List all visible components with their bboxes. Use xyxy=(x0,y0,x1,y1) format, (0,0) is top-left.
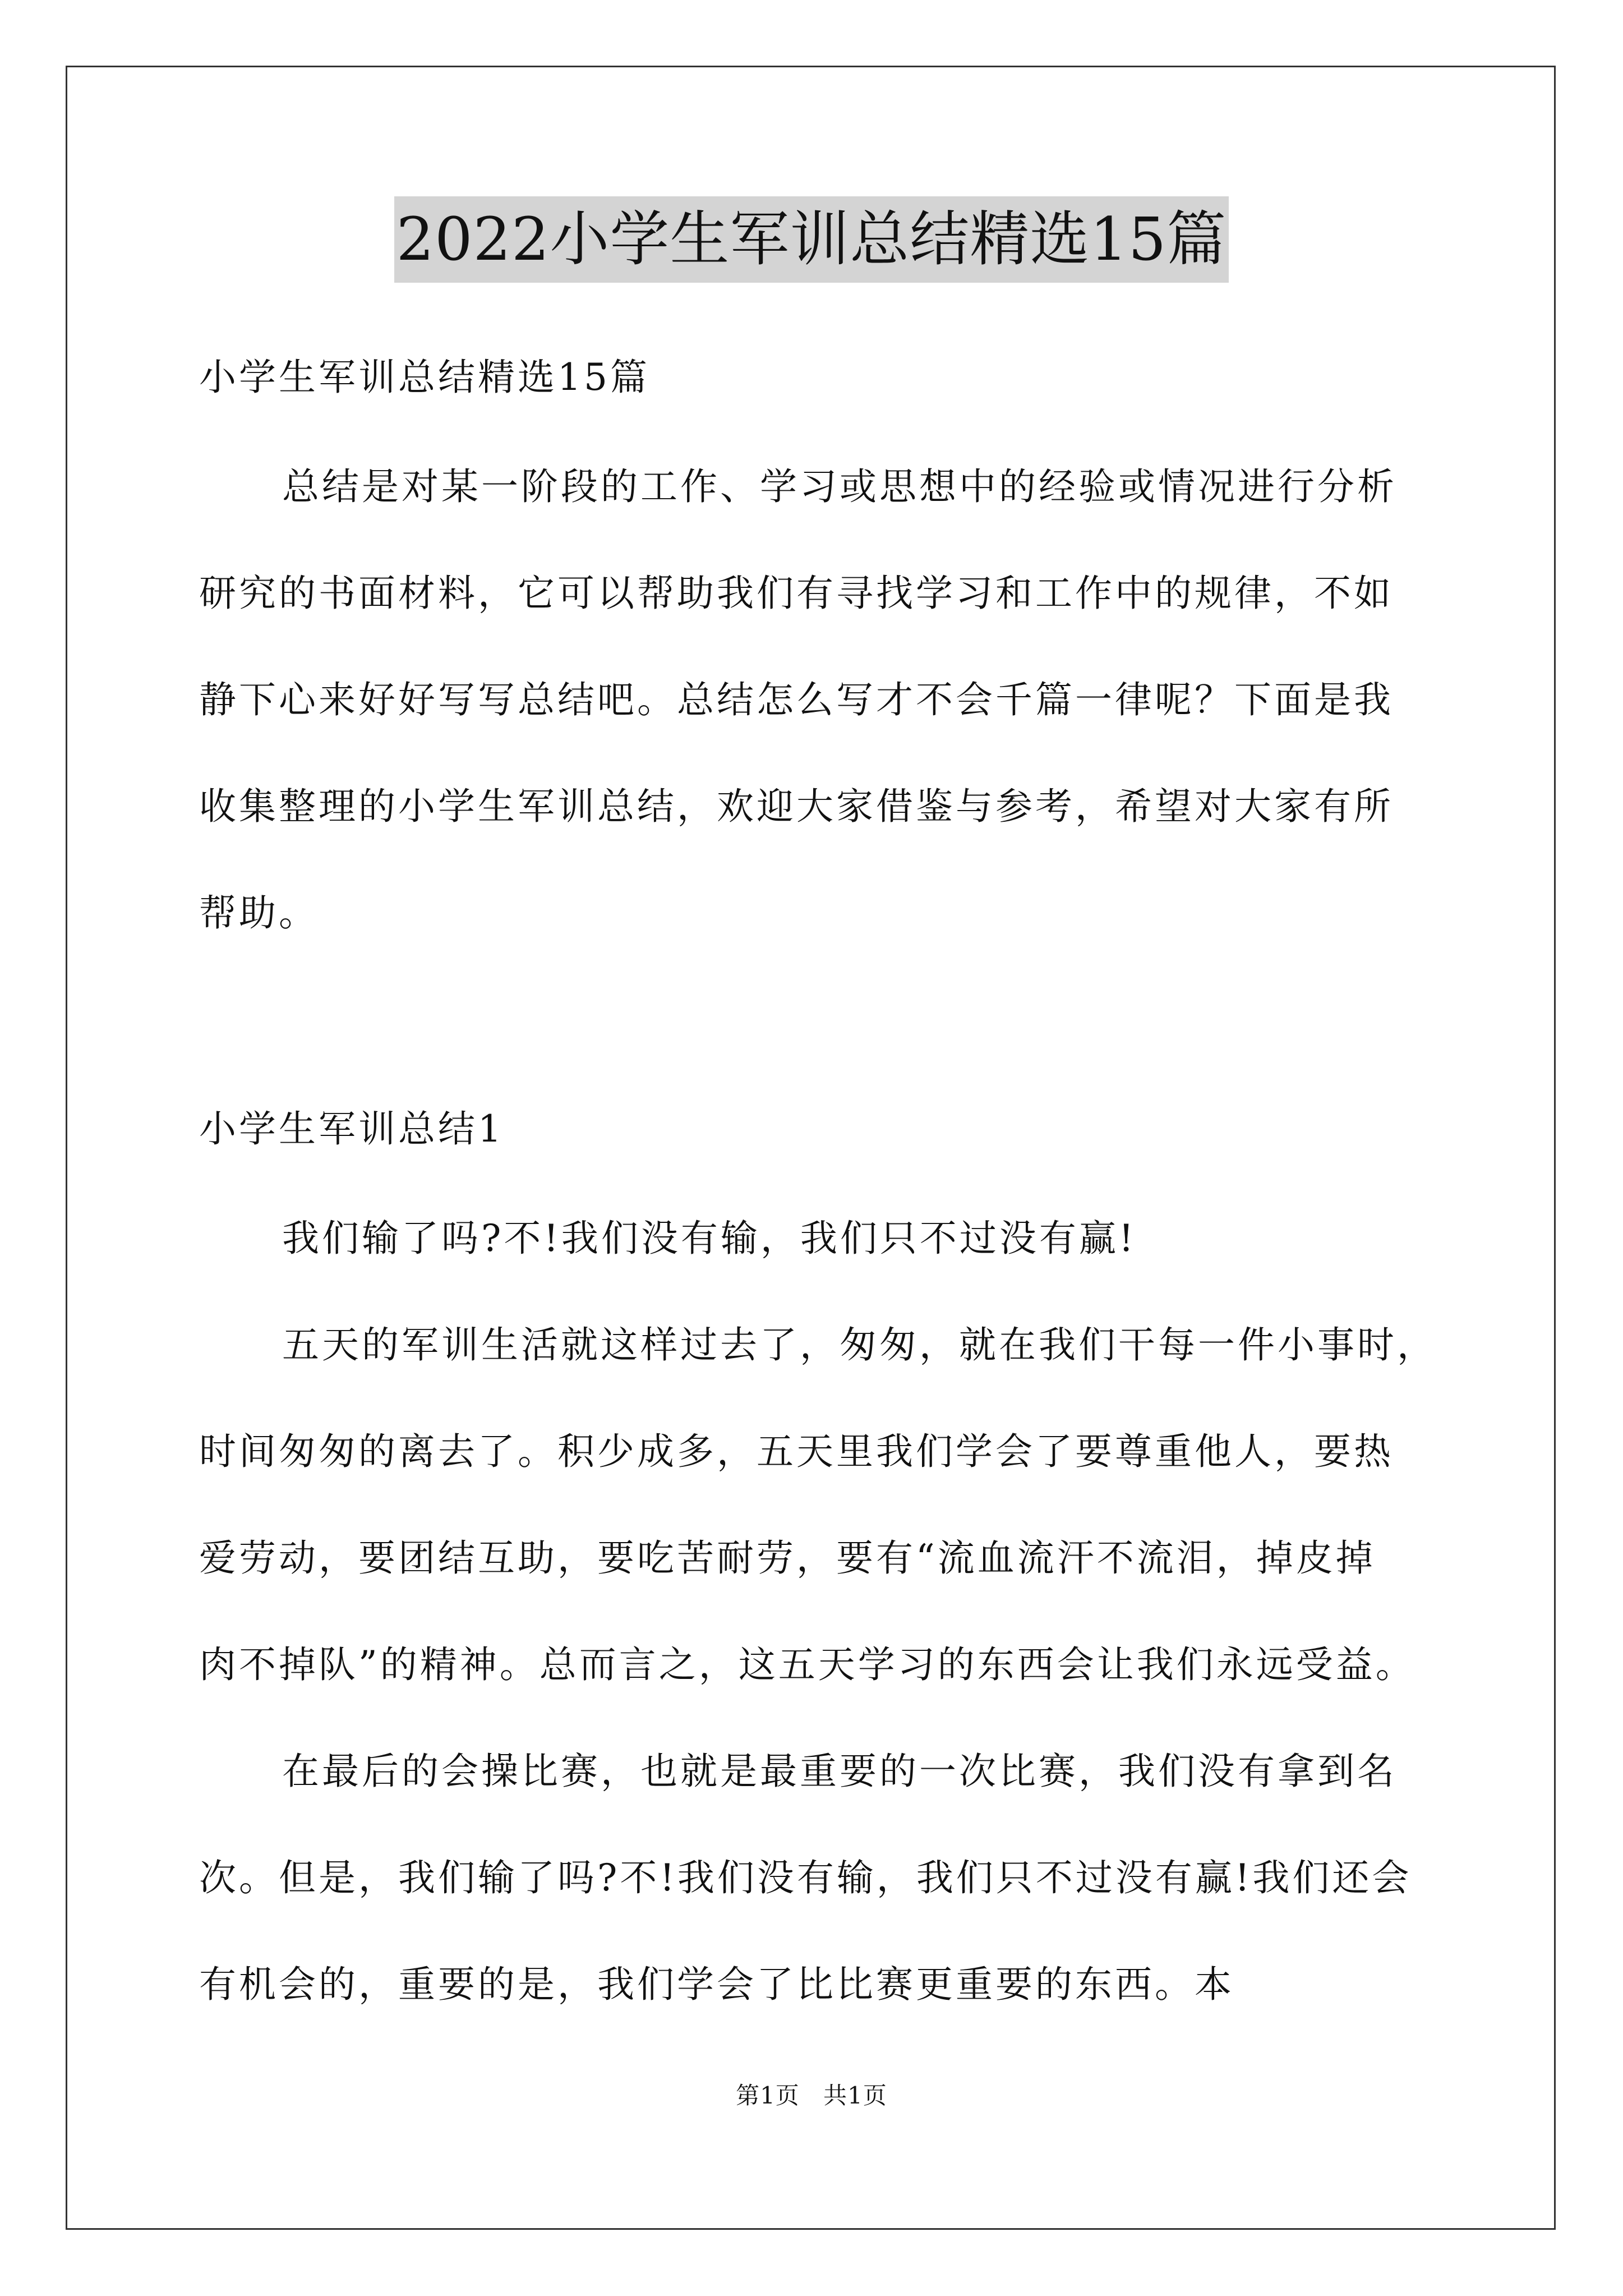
intro-line: 帮助。 xyxy=(199,891,319,935)
section-line: 有机会的，重要的是，我们学会了比比赛更重要的东西。本 xyxy=(199,1963,1234,2006)
section-line: 次。但是，我们输了吗?不!我们没有输，我们只不过没有赢!我们还会 xyxy=(199,1856,1412,1899)
intro-line: 收集整理的小学生军训总结，欢迎大家借鉴与参考，希望对大家有所 xyxy=(199,785,1394,828)
section-line: 在最后的会操比赛，也就是最重要的一次比赛，我们没有拿到名 xyxy=(282,1750,1397,1793)
intro-line: 总结是对某一阶段的工作、学习或思想中的经验或情况进行分析 xyxy=(282,465,1397,508)
intro-line: 研究的书面材料，它可以帮助我们有寻找学习和工作中的规律，不如 xyxy=(199,572,1394,615)
document-title: 2022小学生军训总结精选15篇 xyxy=(394,196,1229,283)
section-line: 我们输了吗?不!我们没有输，我们只不过没有赢! xyxy=(282,1217,1137,1260)
title-wrap xyxy=(0,196,1623,283)
section-line: 时间匆匆的离去了。积少成多，五天里我们学会了要尊重他人，要热 xyxy=(199,1430,1394,1473)
section-line: 五天的军训生活就这样过去了，匆匆，就在我们干每一件小事时， xyxy=(282,1323,1437,1366)
document-subtitle: 小学生军训总结精选15篇 xyxy=(199,356,650,399)
section-line: 肉不掉队”的精神。总而言之，这五天学习的东西会让我们永远受益。 xyxy=(199,1643,1415,1686)
page-footer xyxy=(0,2077,1623,2111)
section-line: 爱劳动，要团结互助，要吃苦耐劳，要有“流血流汗不流泪，掉皮掉 xyxy=(199,1536,1376,1580)
page-number: 第1页 xyxy=(736,2082,800,2109)
intro-line: 静下心来好好写写总结吧。总结怎么写才不会千篇一律呢？下面是我 xyxy=(199,678,1394,721)
page-total: 共1页 xyxy=(823,2082,887,2109)
section-heading: 小学生军训总结1 xyxy=(199,1107,504,1151)
